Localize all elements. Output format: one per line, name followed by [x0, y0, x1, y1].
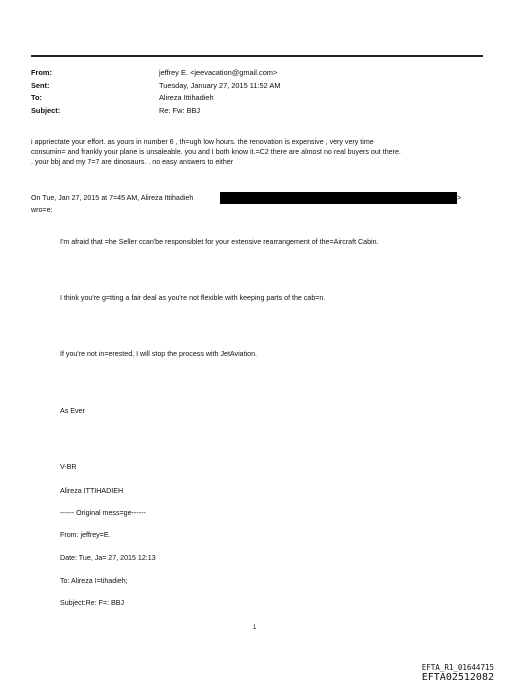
subject-row — [31, 105, 280, 118]
quoted-paragraph: If you're not in=erested, I will stop the process with JetAviation. — [60, 350, 257, 358]
quoted-signoff: V-BR — [60, 463, 77, 471]
quote-intro-line: On Tue, Jan 27, 2015 at 7=45 AM, Alireza Ittihadieh — [31, 194, 194, 202]
body-line: consumin= and frankly your plane is unsaleable. you and I both know it.=C2 there are almost no real buyers out there. — [31, 148, 401, 156]
original-date: Date: Tue, Ja= 27, 2015 12:13 — [60, 554, 156, 562]
bates-stamp — [422, 663, 494, 684]
from-label: From: — [31, 68, 52, 77]
original-from: From: jeffrey=E. — [60, 531, 111, 539]
from-value: jeffrey E. <jeevacation@gmail.com> — [159, 68, 278, 77]
quoted-paragraph: I'm afraid that =he Seller ccan'be responsiblet for your extensive rearrangement of the=Aircraft Cabin. — [60, 238, 379, 246]
quote-intro-wrote: wro=e: — [31, 206, 53, 214]
bates-number-primary: EFTA_R1_01644715 — [421, 663, 494, 672]
to-label: To: — [31, 93, 42, 102]
subject-label: Subject: — [31, 105, 61, 115]
page-number: 1 — [253, 625, 257, 631]
sent-value: Tuesday, January 27, 2015 11:52 AM — [159, 80, 281, 90]
quoted-paragraph: I think you're g=tting a fair deal as you're not flexible with keeping parts of the cab=n. — [60, 294, 326, 302]
original-message-divider: ------ Original mess=ge------ — [60, 509, 146, 517]
sent-row — [31, 80, 280, 93]
bates-number-secondary: EFTA02512082 — [421, 672, 494, 683]
from-row — [31, 67, 280, 80]
quoted-signature: Alireza ITTIHADIEH — [60, 487, 124, 495]
header-rule — [31, 55, 483, 57]
sent-label: Sent: — [31, 80, 50, 90]
to-row — [31, 92, 280, 105]
body-line: i appriectate your effort. as yours in number 6 , th=ugh low hours. the renovation is expensive , very very time — [31, 138, 374, 146]
to-value: Alireza Ittihadieh — [159, 93, 214, 102]
original-to: To: Alireza I=tihadieh; — [60, 577, 128, 585]
message-body — [31, 137, 483, 167]
quote-intro-bracket: > — [457, 194, 462, 202]
subject-value: Re: Fw: BBJ — [159, 105, 201, 115]
original-subject: Subject:Re: F=: BBJ — [60, 599, 125, 607]
redaction-block — [220, 192, 457, 204]
quoted-signoff: As Ever — [60, 407, 85, 415]
email-header — [31, 67, 280, 117]
body-line: . your bbj and my 7=7 are dinosaurs. . no easy answers to either — [31, 158, 234, 166]
